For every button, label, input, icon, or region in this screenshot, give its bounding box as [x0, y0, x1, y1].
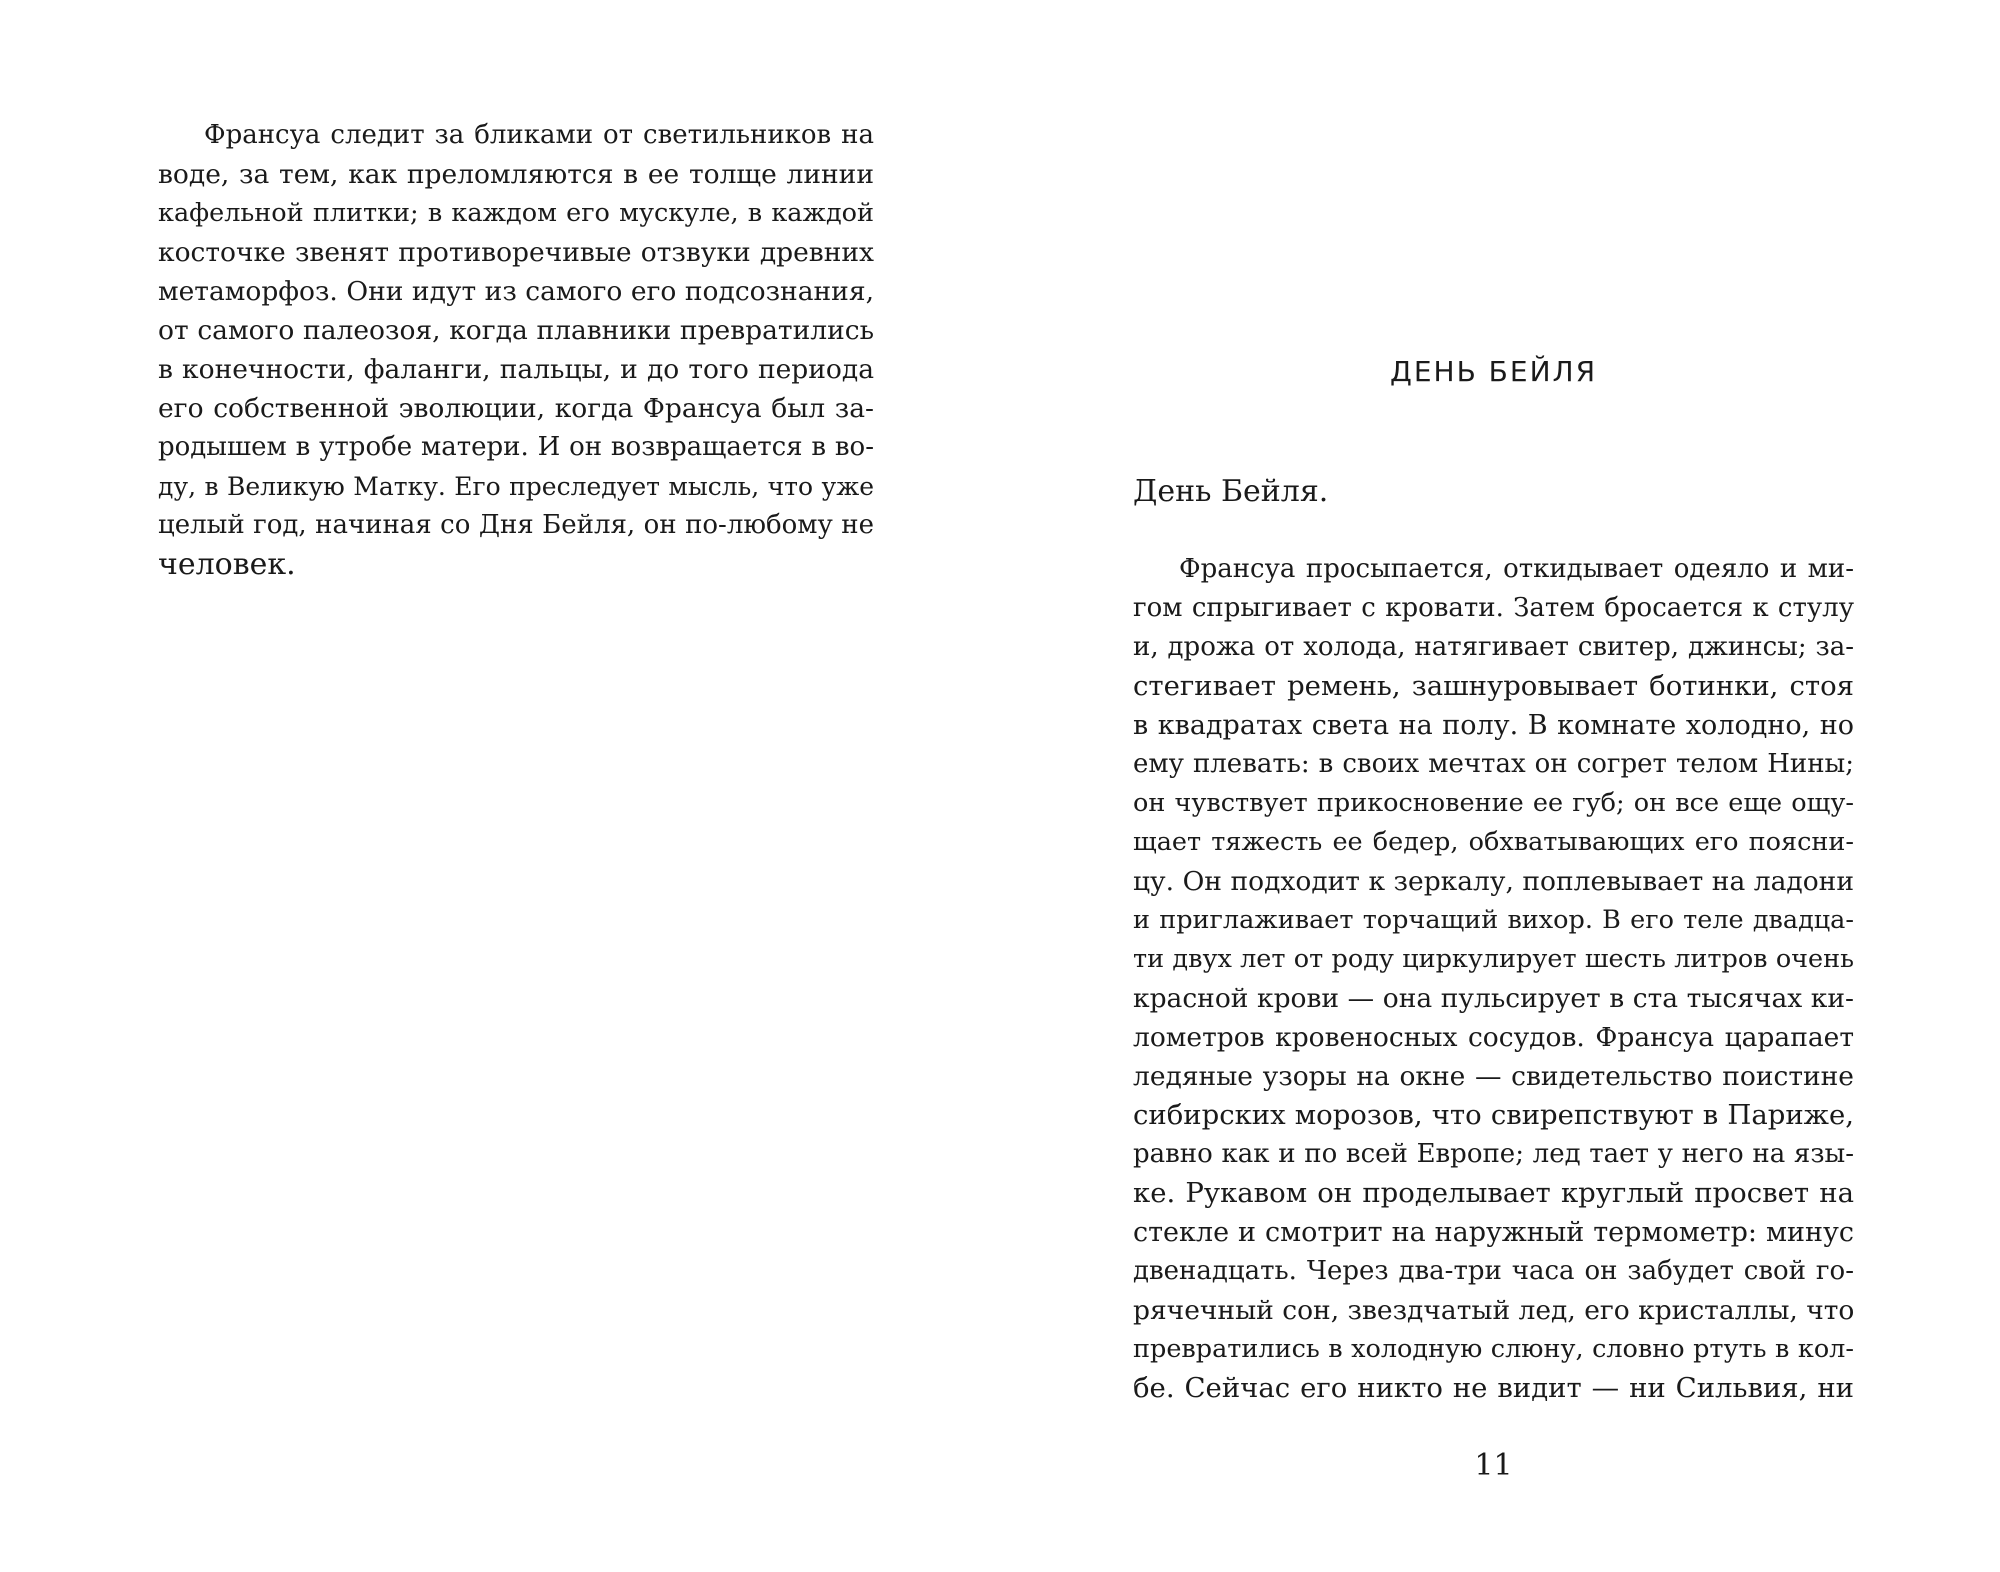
text-line: красной крови — она пульсирует в ста тысячах ки- — [1133, 983, 1854, 1014]
text-line: и, дрожа от холода, натягивает свитер, джинсы; за- — [1133, 632, 1854, 662]
text-line: ледяные узоры на окне — свидетельство поистине — [1133, 1061, 1854, 1092]
text-line: щает тяжесть ее бедер, обхватывающих его поясни- — [1133, 827, 1854, 857]
text-line: Франсуа просыпается, откидывает одеяло и ми- — [1179, 554, 1854, 584]
text-line: лометров кровеносных сосудов. Франсуа царапает — [1133, 1022, 1854, 1053]
text-line: в конечности, фаланги, пальцы, и до того периода — [158, 354, 874, 385]
text-line: превратились в холодную слюну, словно ртуть в кол- — [1133, 1334, 1854, 1364]
text-line: метаморфоз. Они идут из самого его подсознания, — [158, 276, 874, 307]
text-line: в квадратах света на полу. В комнате холодно, но — [1133, 710, 1854, 741]
text-line: двенадцать. Через два-три часа он забудет свой го- — [1133, 1256, 1854, 1286]
text-line: его собственной эволюции, когда Франсуа был за- — [158, 393, 874, 424]
text-line: родышем в утробе матери. И он возвращается в во- — [158, 432, 874, 462]
text-line: ти двух лет от роду циркулирует шесть литров очень — [1133, 944, 1854, 974]
page-number: 11 — [1474, 1448, 1513, 1483]
text-line: равно как и по всей Европе; лед тает у него на язы- — [1133, 1139, 1854, 1169]
text-line: стекле и смотрит на наружный термометр: минус — [1133, 1217, 1854, 1248]
text-line: рячечный сон, звездчатый лед, его кристаллы, что — [1133, 1295, 1855, 1326]
right-page-paragraph — [1133, 550, 1854, 1430]
text-line: человек. — [158, 547, 296, 582]
text-line: бе. Сейчас его никто не видит — ни Сильвия, ни — [1133, 1372, 1854, 1404]
chapter-title: ДЕНЬ БЕЙЛЯ — [1389, 355, 1598, 388]
chapter-opening-line: День Бейля. — [1133, 474, 1329, 509]
text-line: гом спрыгивает с кровати. Затем бросается к стулу — [1133, 593, 1854, 623]
text-line: от самого палеозоя, когда плавники превратились — [158, 315, 874, 346]
left-page-paragraph — [158, 116, 874, 616]
text-line: и приглаживает торчащий вихор. В его теле двадца- — [1133, 905, 1854, 935]
text-line: ему плевать: в своих мечтах он согрет телом Нины; — [1133, 749, 1854, 779]
text-line: ке. Рукавом он проделывает круглый просвет на — [1133, 1177, 1854, 1209]
text-line: сибирских морозов, что свирепствуют в Париже, — [1133, 1099, 1854, 1131]
text-line: воде, за тем, как преломляются в ее толще линии — [158, 159, 874, 190]
right-page — [1000, 0, 2000, 1572]
text-line: ду, в Великую Матку. Его преследует мысль, что уже — [158, 472, 874, 501]
text-line: Франсуа следит за бликами от светильников на — [204, 120, 874, 150]
text-line: стегивает ремень, зашнуровывает ботинки, стоя — [1133, 670, 1854, 702]
text-line: он чувствует прикосновение ее губ; он все еще ощу- — [1133, 788, 1854, 818]
text-line: целый год, начиная со Дня Бейля, он по-любому не — [158, 510, 874, 540]
text-line: кафельной плитки; в каждом его мускуле, в каждой — [158, 198, 874, 228]
text-line: косточке звенят противоречивые отзвуки древних — [158, 237, 874, 268]
text-line: цу. Он подходит к зеркалу, поплевывает на ладони — [1133, 866, 1854, 897]
